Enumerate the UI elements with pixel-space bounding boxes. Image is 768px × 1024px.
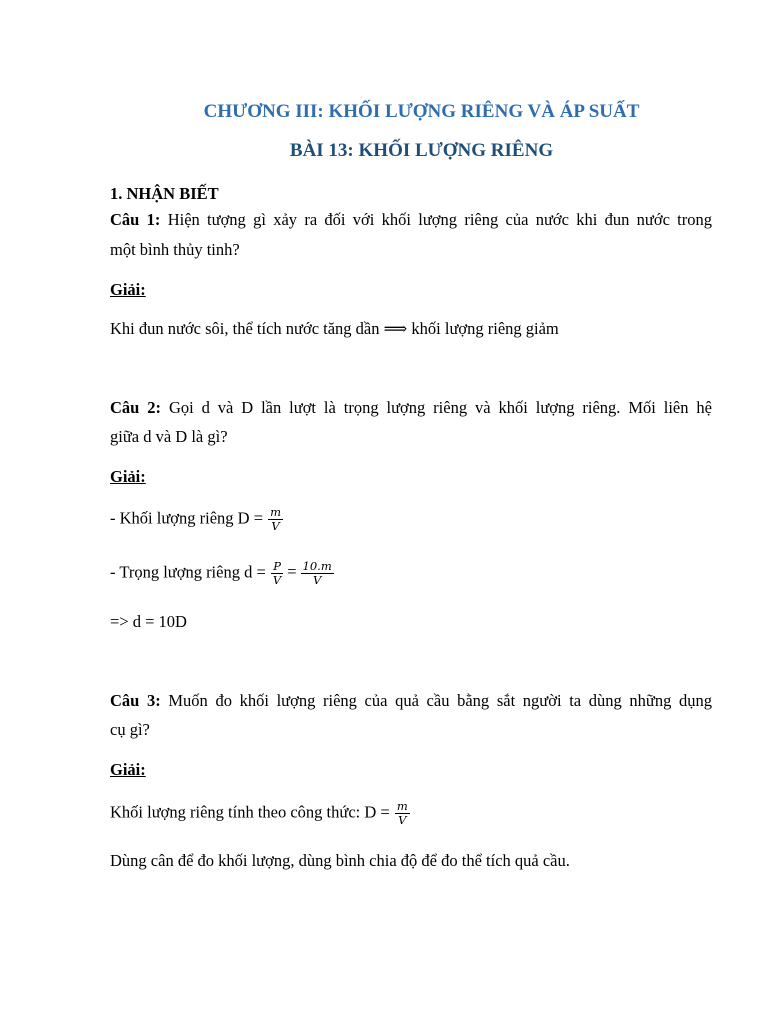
question-2-cont: giữa d và D là gì? [110,427,228,446]
answer-label: Giải: [110,467,146,486]
chapter-title: CHƯƠNG III: KHỐI LƯỢNG RIÊNG VÀ ÁP SUẤT [203,101,640,122]
denominator: V [272,573,282,587]
question-1 [110,210,712,230]
formula-text: - Khối lượng riêng D = [110,508,263,528]
formula-text: Khối lượng riêng tính theo công thức: D = [110,802,390,822]
lesson-title: BÀI 13: KHỐI LƯỢNG RIÊNG [289,140,554,161]
fraction [268,506,283,533]
question-label: Câu 1: [110,210,161,229]
answer-label: Giải: [110,760,146,779]
question-text: Muốn đo khối lượng riêng của quả cầu bằng sắt người ta dùng những dụng [168,691,712,710]
density-formula [110,800,411,827]
denominator: V [398,813,407,827]
numerator: P [271,560,283,574]
fraction [395,800,410,827]
answer-label: Giải: [110,280,146,299]
fraction [301,560,334,587]
question-2 [110,398,712,418]
relation-result: => d = 10D [110,612,187,631]
question-text: Gọi d và D lần lượt là trọng lượng riêng và khối lượng riêng. Mối liên hệ [168,398,713,417]
density-formula [110,506,284,533]
answer-1: Khi đun nước sôi, thể tích nước tăng dần ⟹ khối lượng riêng giảm [110,319,559,338]
denominator: V [312,573,322,587]
weight-density-formula [110,560,335,587]
numerator: m [270,505,282,519]
formula-text: - Trọng lượng riêng d = [110,562,266,582]
question-1-cont: một bình thủy tinh? [110,240,240,259]
equals-sign: = [287,562,297,582]
numerator: 10.m [302,559,332,573]
answer-3: Dùng cân để đo khối lượng, dùng bình chia độ để đo thể tích quả cầu. [110,851,570,870]
question-3 [110,691,712,711]
denominator: V [271,519,280,533]
question-text: Hiện tượng gì xảy ra đối với khối lượng riêng của nước khi đun nước trong [167,210,713,229]
section-title: 1. NHẬN BIẾT [110,184,219,203]
numerator: m [396,799,408,813]
question-label: Câu 3: [110,691,161,710]
question-label: Câu 2: [110,398,162,417]
fraction [271,560,283,587]
question-3-cont: cụ gì? [110,720,150,739]
